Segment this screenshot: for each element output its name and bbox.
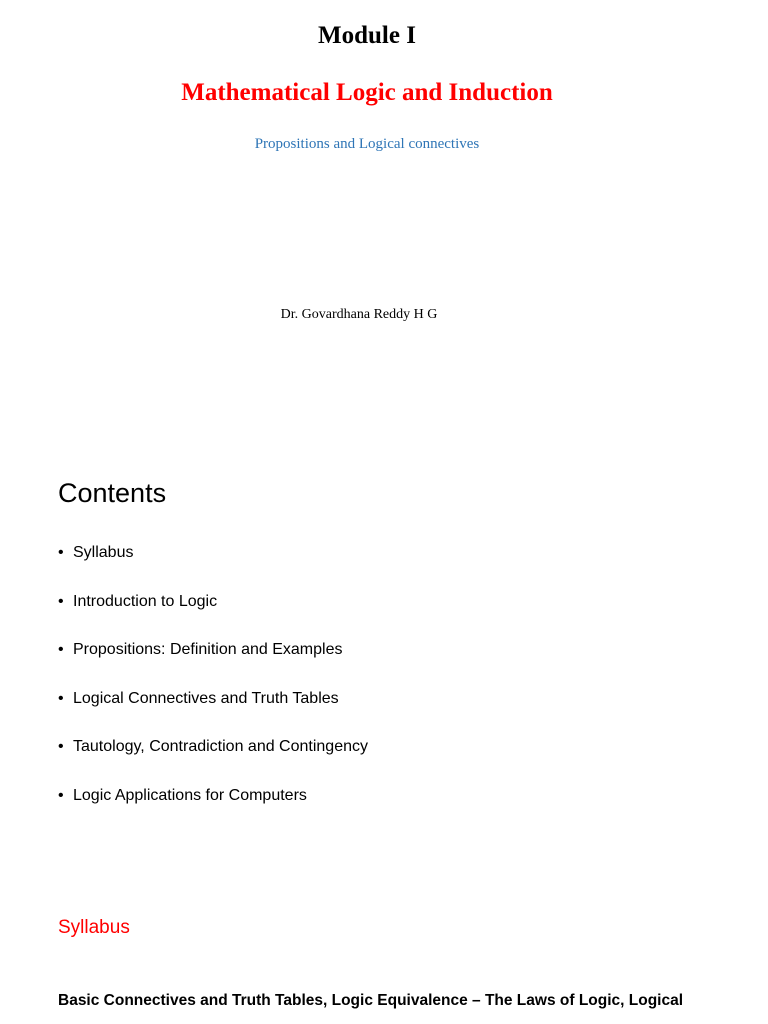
list-item-label: Logical Connectives and Truth Tables (73, 689, 339, 707)
bullet-icon: • (58, 689, 64, 707)
subtitle: Propositions and Logical connectives (254, 136, 480, 152)
list-item (58, 593, 368, 642)
bullet-icon: • (58, 641, 64, 658)
syllabus-heading: Syllabus (58, 917, 130, 938)
list-item-label: Syllabus (73, 544, 134, 561)
list-item (58, 641, 368, 690)
syllabus-text: Basic Connectives and Truth Tables, Logic Equivalence – The Laws of Logic, Logical (58, 992, 684, 1009)
module-title: Module I (318, 22, 416, 49)
list-item-label: Logic Applications for Computers (73, 786, 307, 804)
bullet-icon: • (58, 786, 64, 804)
author-name: Dr. Govardhana Reddy H G (280, 307, 438, 322)
list-item (58, 690, 368, 739)
list-item-label: Propositions: Definition and Examples (73, 641, 343, 658)
title-slide (0, 0, 768, 430)
main-title: Mathematical Logic and Induction (181, 79, 553, 106)
list-item (58, 738, 368, 787)
bullet-icon: • (58, 544, 64, 561)
bullet-icon: • (58, 738, 64, 755)
syllabus-slide (0, 900, 768, 1024)
list-item-label: Tautology, Contradiction and Contingency (73, 738, 368, 755)
list-item-label: Introduction to Logic (73, 592, 218, 610)
contents-heading: Contents (58, 478, 167, 508)
contents-slide (0, 430, 768, 900)
list-item (58, 787, 368, 836)
list-item (58, 544, 368, 593)
bullet-icon: • (58, 592, 64, 610)
contents-list (58, 544, 368, 835)
